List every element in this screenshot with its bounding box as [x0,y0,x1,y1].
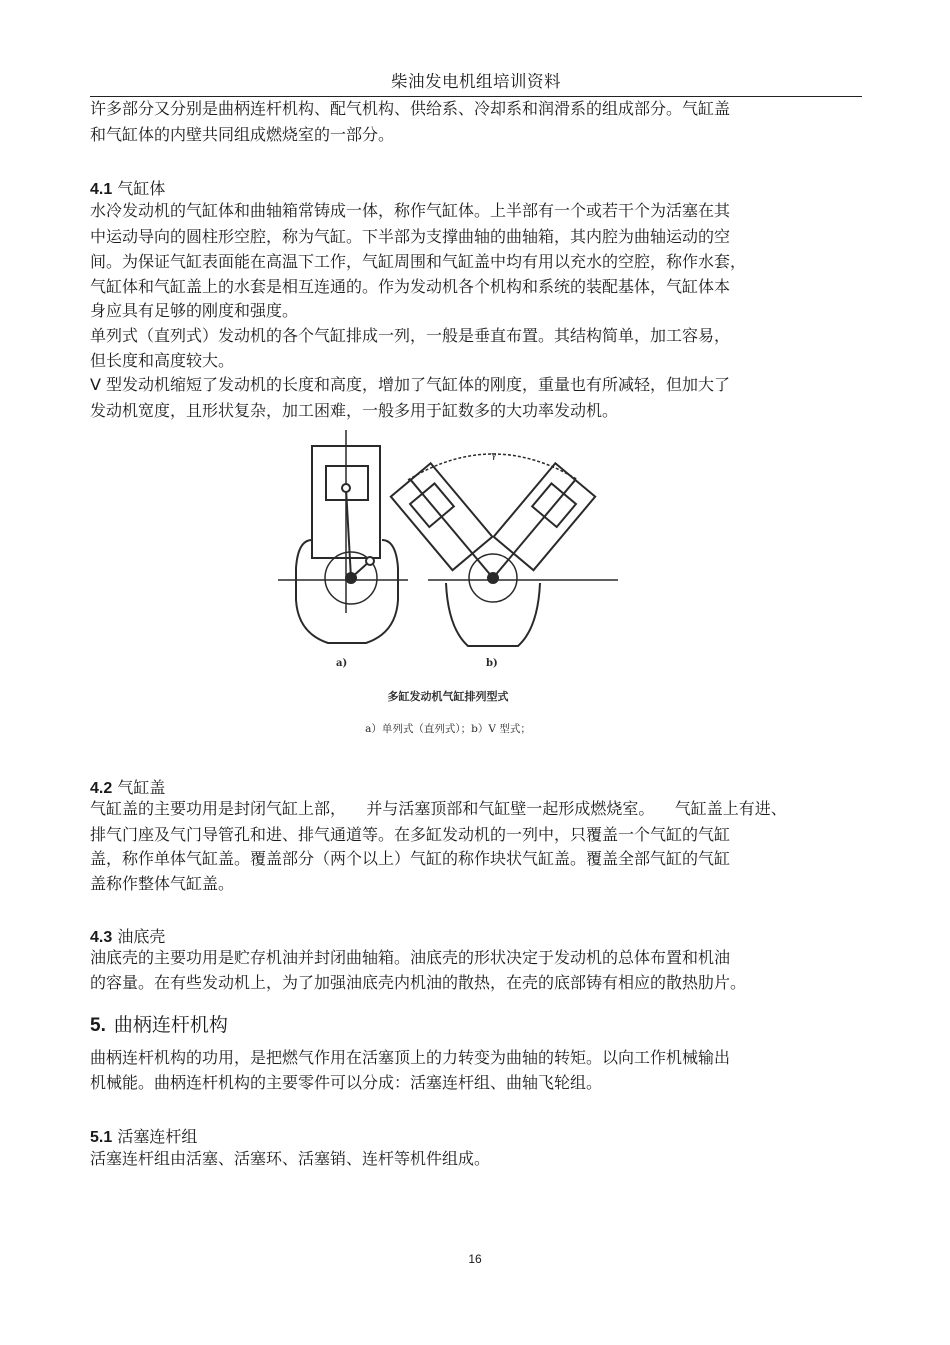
paragraph-line: 盖，称作单体气缸盖。覆盖部分（两个以上）气缸的称作块状气缸盖。覆盖全部气缸的气缸 [90,849,731,868]
intro-line: 许多部分又分别是曲柄连杆机构、配气机构、供给系、冷却系和润滑系的组成部分。气缸盖 [90,99,731,118]
section-title: 曲柄连杆机构 [113,1014,228,1036]
cylinder-arrangement-figure [278,428,618,746]
header-rule [90,96,862,97]
section-number: 4.3 [90,929,113,946]
paragraph-line: 盖称作整体气缸盖。 [90,874,235,893]
figure-label-a: a) [336,658,348,669]
paragraph-line: 水冷发动机的气缸体和曲轴箱常铸成一体，称作气缸体。上半部有一个或若干个为活塞在其 [90,201,731,220]
page-number: 16 [468,1252,482,1266]
section-4-1-heading [90,176,165,199]
figure-caption: 多缸发动机气缸排列型式 [387,690,509,703]
section-number: 5.1 [90,1129,113,1146]
paragraph-line: 身应具有足够的刚度和强度。 [90,301,299,320]
paragraph-line: 气缸盖的主要功用是封闭气缸上部， 并与活塞顶部和气缸壁一起形成燃烧室。 气缸盖上有进、 [90,799,787,818]
intro-line: 和气缸体的内壁共同组成燃烧室的一部分。 [90,125,395,144]
figure-subcaption: a）单列式（直列式）；b）V 型式； [365,723,531,735]
page-header-title: 柴油发电机组培训资料 [391,72,561,91]
paragraph-line: 的容量。在有些发动机上，为了加强油底壳内机油的散热，在壳的底部铸有相应的散热肋片。 [90,973,747,992]
paragraph-line: 油底壳的主要功用是贮存机油并封闭曲轴箱。油底壳的形状决定于发动机的总体布置和机油 [90,948,731,967]
paragraph-line: 但长度和高度较大。 [90,351,235,370]
inline-engine-drawing [278,430,408,643]
section-title: 气缸体 [117,179,166,198]
section-title: 活塞连杆组 [117,1127,198,1146]
section-title: 气缸盖 [117,778,166,797]
paragraph-line: 发动机宽度，且形状复杂，加工困难，一般多用于缸数多的大功率发动机。 [90,401,619,420]
v-engine-drawing [391,454,618,646]
section-number: 4.2 [90,780,113,797]
figure-label-b: b) [486,658,498,669]
section-5-1-heading [90,1124,197,1147]
paragraph-line: 排气门座及气门导管孔和进、排气通道等。在多缸发动机的一列中，只覆盖一个气缸的气缸 [90,825,731,844]
figure-label-gamma: γ [491,451,497,461]
paragraph-line: 中运动导向的圆柱形空腔，称为气缸。下半部为支撑曲轴的曲轴箱，其内腔为曲轴运动的空 [90,227,731,246]
paragraph-line: 气缸体和气缸盖上的水套是相互连通的。作为发动机各个机构和系统的装配基体，气缸体本 [90,277,731,296]
section-4-3-heading [90,924,165,947]
paragraph-line: 曲柄连杆机构的功用，是把燃气作用在活塞顶上的力转变为曲轴的转矩。以向工作机械输出 [90,1048,731,1067]
section-4-2-heading [90,775,165,798]
paragraph-line: V 型发动机缩短了发动机的长度和高度，增加了气缸体的刚度，重量也有所减轻，但加大了 [90,375,731,394]
section-5-heading [90,1010,228,1037]
paragraph-line: 单列式（直列式）发动机的各个气缸排成一列，一般是垂直布置。其结构简单，加工容易， [90,326,731,345]
section-number: 4.1 [90,181,113,198]
paragraph-line: 机械能。曲柄连杆机构的主要零件可以分成：活塞连杆组、曲轴飞轮组。 [90,1073,603,1092]
section-number: 5. [90,1015,106,1036]
paragraph-line: 间。为保证气缸表面能在高温下工作，气缸周围和气缸盖中均有用以充水的空腔，称作水套， [90,252,747,271]
paragraph-line: 活塞连杆组由活塞、活塞环、活塞销、连杆等机件组成。 [90,1149,491,1168]
section-title: 油底壳 [117,927,166,946]
